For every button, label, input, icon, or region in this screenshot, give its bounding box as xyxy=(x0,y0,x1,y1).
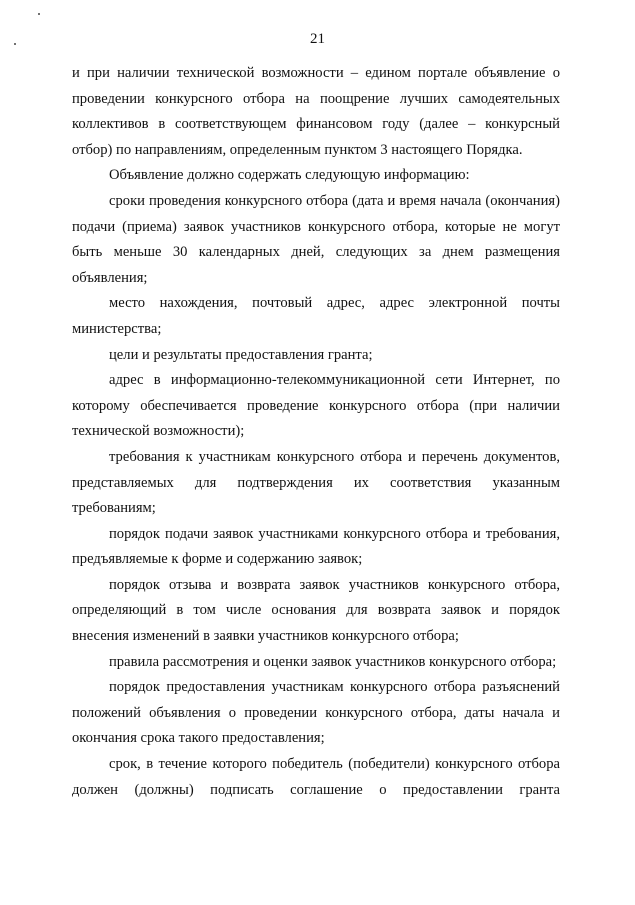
paragraph: правила рассмотрения и оценки заявок участников конкурсного отбора; xyxy=(109,653,557,670)
paragraph: порядок отзыва и возврата заявок участников конкурсного отбора, определяющий в том числе основания для возврата заявок и порядок внесения изменений в заявки участников конкурсного отбора; xyxy=(72,576,560,645)
document-body xyxy=(72,61,560,803)
page-number: 21 xyxy=(310,31,325,47)
paragraph: цели и результаты предоставления гранта; xyxy=(109,346,373,363)
scan-speck xyxy=(38,13,40,15)
paragraph: и при наличии технической возможности – едином портале объявление о проведении конкурсного отбора на поощрение лучших самодеятельных коллективов в соответствующем финансовом году (далее – конкурсный отбор) по направлениям, определенным пунктом 3 настоящего Порядка. xyxy=(72,65,560,158)
paragraph: место нахождения, почтовый адрес, адрес электронной почты министерства; xyxy=(72,295,560,337)
paragraph: адрес в информационно-телекоммуникационной сети Интернет, по которому обеспечивается проведение конкурсного отбора (при наличии технической возможности); xyxy=(72,372,560,440)
paragraph: Объявление должно содержать следующую информацию: xyxy=(109,167,470,184)
paragraph: сроки проведения конкурсного отбора (дата и время начала (окончания) подачи (приема) заявок участников конкурсного отбора, которые не могут быть меньше 30 календарных дней, следующих за днем размещения объявления; xyxy=(72,192,560,286)
paragraph: требования к участникам конкурсного отбора и перечень документов, представляемых для подтверждения их соответствия указанным требованиям; xyxy=(72,448,560,517)
paragraph: срок, в течение которого победитель (победители) конкурсного отбора должен (должны) подписать соглашение о предоставлении гранта xyxy=(72,756,560,798)
paragraph: порядок подачи заявок участниками конкурсного отбора и требования, предъявляемые к форме и содержанию заявок; xyxy=(72,525,560,568)
paragraph: порядок предоставления участникам конкурсного отбора разъяснений положений объявления о проведении конкурсного отбора, даты начала и окончания срока такого предоставления; xyxy=(72,679,560,747)
